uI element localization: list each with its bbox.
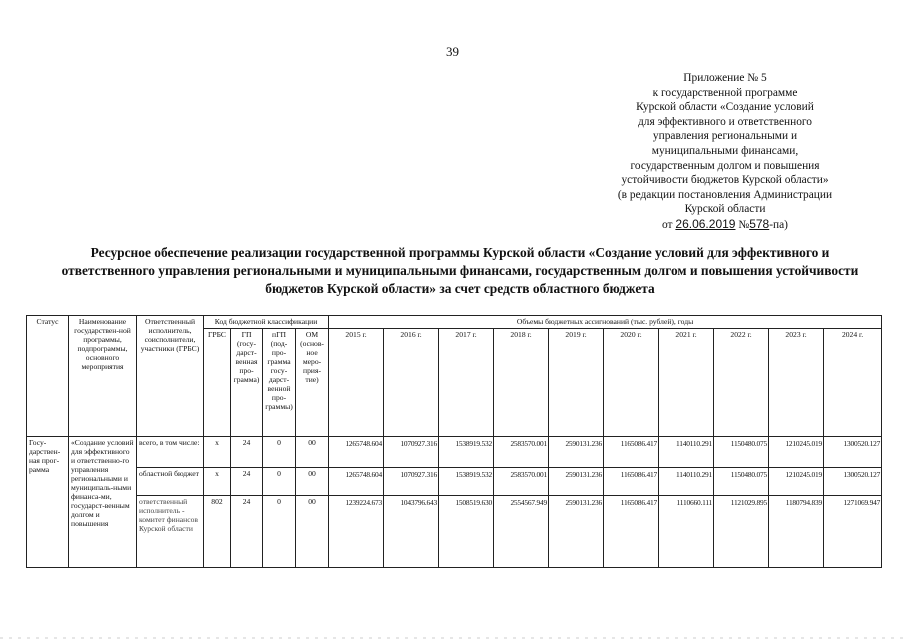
- page-number: 39: [446, 44, 459, 59]
- program-name-cell: «Создание условий для эффективного и ответственно-го управления региональными и муниципаль-ными финанса-ми, государст-венным долгом и повышения: [69, 437, 137, 568]
- value-cell: 1150480.075: [714, 468, 769, 496]
- value-cell: 1110660.111: [659, 496, 714, 568]
- date-prefix: от: [662, 218, 673, 231]
- value-cell: 1121029.895: [714, 496, 769, 568]
- table-row: [27, 437, 882, 468]
- responsible-cell: ответственный исполнитель - комитет финансов Курской области: [137, 496, 204, 568]
- value-cell: 1300520.127: [824, 437, 882, 468]
- pgp-cell: 0: [263, 496, 296, 568]
- value-cell: 1265748.604: [329, 468, 384, 496]
- header-year: 2024 г.: [824, 329, 882, 437]
- appendix-line: к государственной программе: [652, 86, 798, 99]
- pgp-cell: 0: [263, 468, 296, 496]
- document-title: Ресурсное обеспечение реализации государственной программы Курской области «Создание условий для эффективного и ответственного управления региональными и муниципальными финансами, государственным долгом и повышения устойчивости бюджетов Курской области» за счет средств областного бюджета: [61, 245, 859, 296]
- header-year: 2019 г.: [549, 329, 604, 437]
- om-cell: 00: [296, 468, 329, 496]
- value-cell: 1140110.291: [659, 468, 714, 496]
- value-cell: 1265748.604: [329, 437, 384, 468]
- responsible-cell: областной бюджет: [137, 468, 204, 496]
- appendix-line: Приложение № 5: [683, 72, 767, 84]
- value-cell: 1180794.839: [769, 496, 824, 568]
- header-year: 2023 г.: [769, 329, 824, 437]
- value-cell: 1538919.532: [439, 437, 494, 468]
- number-suffix: -па): [769, 218, 788, 231]
- header-om: ОМ (основ-ное меро-прия-тие): [296, 329, 329, 437]
- value-cell: 1271069.947: [824, 496, 882, 568]
- header-responsible: Ответственный исполнитель, соисполнители, участники (ГРБС): [137, 316, 204, 437]
- value-cell: 2590131.236: [549, 437, 604, 468]
- header-name: Наименование государствен-ной программы, подпрограммы, основного мероприятия: [69, 316, 137, 437]
- table-row: [27, 468, 882, 496]
- value-cell: 1165086.417: [604, 437, 659, 468]
- table-row: [27, 496, 882, 568]
- value-cell: 1508519.630: [439, 496, 494, 568]
- header-year: 2017 г.: [439, 329, 494, 437]
- pgp-cell: 0: [263, 437, 296, 468]
- gp-cell: 24: [231, 437, 263, 468]
- value-cell: 1150480.075: [714, 437, 769, 468]
- header-year: 2022 г.: [714, 329, 769, 437]
- value-cell: 1165086.417: [604, 496, 659, 568]
- value-cell: 1300520.127: [824, 468, 882, 496]
- header-gp: ГП (госу-дарст-венная про-грамма): [231, 329, 263, 437]
- scan-artifact-line: [0, 628, 905, 640]
- responsible-cell: всего, в том числе:: [137, 437, 204, 468]
- value-cell: 1140110.291: [659, 437, 714, 468]
- value-cell: 2590131.236: [549, 468, 604, 496]
- header-status: Статус: [27, 316, 69, 437]
- grbs-cell: х: [204, 437, 231, 468]
- appendix-line: государственным долгом и повышения: [630, 159, 820, 172]
- status-cell: Госу-дарствен-ная прог-рамма: [27, 437, 69, 568]
- appendix-line: Курской области «Создание условий: [636, 101, 814, 114]
- value-cell: 1043796.643: [384, 496, 439, 568]
- grbs-cell: 802: [204, 496, 231, 568]
- value-cell: 2554567.949: [494, 496, 549, 568]
- value-cell: 1239224.673: [329, 496, 384, 568]
- header-year: 2021 г.: [659, 329, 714, 437]
- decree-date: 26.06.2019: [675, 216, 736, 231]
- appendix-line: Курской области: [684, 203, 766, 216]
- header-year: 2016 г.: [384, 329, 439, 437]
- header-year: 2015 г.: [329, 329, 384, 437]
- value-cell: 1070927.316: [384, 437, 439, 468]
- om-cell: 00: [296, 437, 329, 468]
- value-cell: 1538919.532: [439, 468, 494, 496]
- value-cell: 2590131.236: [549, 496, 604, 568]
- appendix-line: муниципальными финансами,: [651, 144, 799, 157]
- number-prefix: №: [738, 218, 750, 231]
- gp-cell: 24: [231, 496, 263, 568]
- value-cell: 2583570.001: [494, 468, 549, 496]
- header-pgp: пГП (под-про-грамма госу-дарст-венной про-граммы): [263, 329, 296, 437]
- grbs-cell: х: [204, 468, 231, 496]
- header-year: 2018 г.: [494, 329, 549, 437]
- header-volumes-group: Объемы бюджетных ассигнований (тыс. рублей), годы: [329, 316, 882, 329]
- appendix-header: [590, 71, 860, 233]
- budget-table: [26, 315, 882, 568]
- gp-cell: 24: [231, 468, 263, 496]
- appendix-line: управления региональными и: [652, 130, 798, 143]
- value-cell: 1165086.417: [604, 468, 659, 496]
- header-year: 2020 г.: [604, 329, 659, 437]
- appendix-line: для эффективного и ответственного: [637, 115, 813, 128]
- header-grbs: ГРБС: [204, 329, 231, 437]
- value-cell: 1210245.019: [769, 437, 824, 468]
- appendix-date-line: [590, 217, 860, 233]
- appendix-line: (в редакции постановления Администрации: [617, 188, 833, 201]
- decree-number: 578: [749, 216, 770, 231]
- om-cell: 00: [296, 496, 329, 568]
- value-cell: 1210245.019: [769, 468, 824, 496]
- appendix-line: устойчивости бюджетов Курской области»: [621, 174, 829, 187]
- header-code-group: Код бюджетной классификации: [204, 316, 329, 329]
- value-cell: 2583570.001: [494, 437, 549, 468]
- value-cell: 1070927.316: [384, 468, 439, 496]
